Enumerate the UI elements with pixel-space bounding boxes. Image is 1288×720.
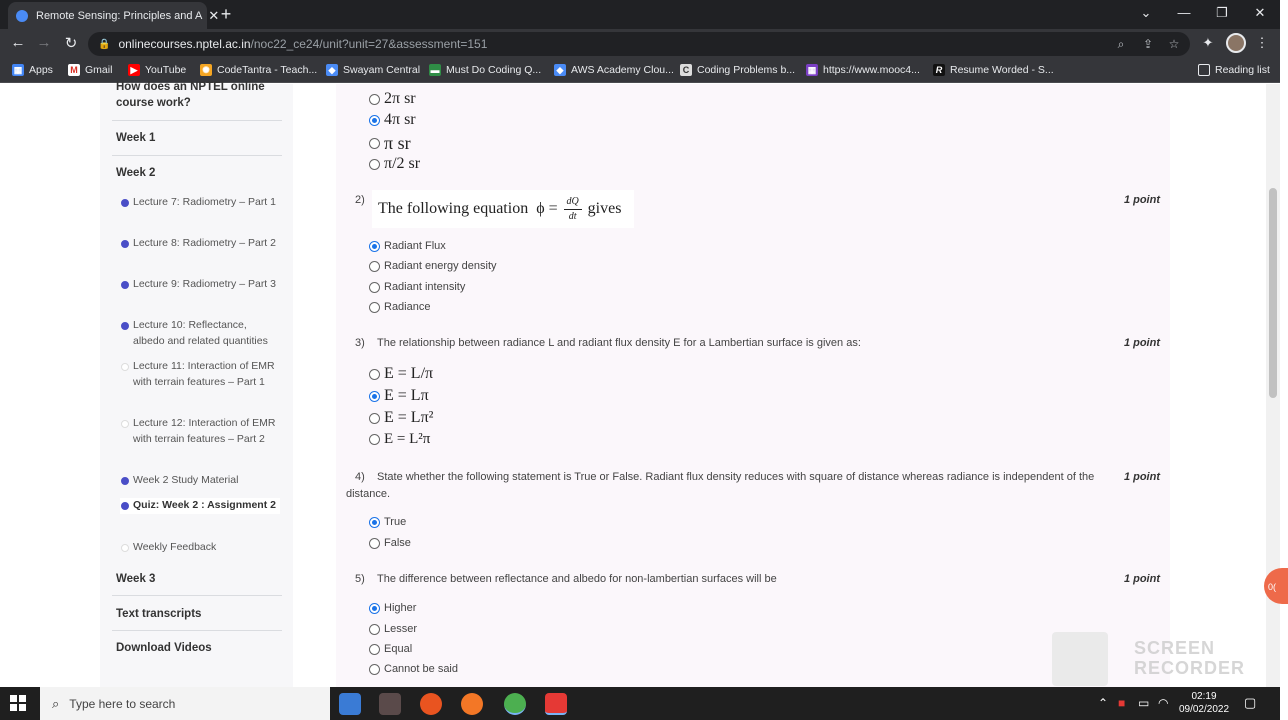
course-sidebar <box>100 81 293 687</box>
swayam-icon: ◆ <box>326 64 338 76</box>
q4-option-2[interactable]: False <box>369 537 411 549</box>
tab-title: Remote Sensing: Principles and A <box>36 9 203 22</box>
q3-points: 1 point <box>1123 337 1160 349</box>
radio-button[interactable] <box>369 94 380 105</box>
q2-fraction <box>564 196 582 223</box>
sidebar-weekly-feedback[interactable]: Weekly Feedback <box>120 540 280 556</box>
radio-button[interactable] <box>369 302 380 313</box>
lock-icon: 🔒 <box>98 38 111 50</box>
radio-button[interactable] <box>369 538 380 549</box>
sidebar-lecture-10[interactable]: Lecture 10: Reflectance, albedo and related quantities <box>120 318 280 349</box>
radio-button[interactable] <box>369 413 380 424</box>
q5-points: 1 point <box>1123 573 1160 585</box>
browser-tab[interactable] <box>8 2 220 29</box>
close-window-icon[interactable]: ✕ <box>1254 5 1266 20</box>
taskbar-search-input[interactable] <box>40 687 330 720</box>
q1-option-4[interactable]: π/2 sr <box>369 155 420 173</box>
bookmark-apps[interactable]: ▦ Apps <box>13 64 53 76</box>
radio-button[interactable] <box>369 282 380 293</box>
tab-search-icon[interactable]: ⌄ <box>1140 5 1152 20</box>
q4-text: State whether the following statement is True or False. Radiant flux density reduces with square of distance whereas radiance is independent of the distance. <box>346 471 1095 500</box>
q5-text: The difference between reflectance and albedo for non-lambertian surfaces will be <box>377 573 777 585</box>
bookmark-resume-worded[interactable]: R Resume Worded - S... <box>933 64 1054 76</box>
page <box>0 81 1280 687</box>
screen-recorder-watermark-icon <box>1052 632 1108 686</box>
q4-number: 4) <box>355 471 365 483</box>
radio-button[interactable] <box>369 644 380 655</box>
scrollbar-thumb[interactable] <box>1269 188 1277 398</box>
completed-dot-icon <box>121 502 129 510</box>
q3-number: 3) <box>355 337 365 349</box>
q4-option-1[interactable]: True <box>369 516 406 528</box>
chrome-menu-icon[interactable]: ⋮ <box>1255 35 1269 50</box>
incomplete-dot-icon <box>121 420 129 428</box>
q2-phi: ϕ = <box>536 200 558 217</box>
sidebar-item-download-videos[interactable]: Download Videos <box>116 642 212 654</box>
radio-button-selected[interactable] <box>369 517 380 528</box>
radio-button[interactable] <box>369 138 380 149</box>
clock-date: 09/02/2022 <box>1178 704 1230 715</box>
sidebar-lecture-9[interactable]: Lecture 9: Radiometry – Part 3 <box>120 277 280 293</box>
windows-start-icon[interactable] <box>10 695 26 711</box>
completed-dot-icon <box>121 281 129 289</box>
radio-button-selected[interactable] <box>369 603 380 614</box>
q4-points: 1 point <box>1123 471 1160 483</box>
completed-dot-icon <box>121 240 129 248</box>
youtube-icon: ▶ <box>128 64 140 76</box>
battery-icon[interactable]: ▭ <box>1138 696 1150 710</box>
bookmark-coding-problems[interactable]: C Coding Problems b... <box>680 64 795 76</box>
q2-option-3[interactable]: Radiant intensity <box>369 281 465 293</box>
bookmark-aws-academy[interactable]: ◆ AWS Academy Clou... <box>554 64 674 76</box>
taskbar-recorder-icon[interactable] <box>545 693 567 715</box>
sidebar-lecture-11[interactable]: Lecture 11: Interaction of EMR with terrain features – Part 1 <box>120 359 280 390</box>
bookmark-star-icon[interactable]: ☆ <box>1168 37 1180 51</box>
radio-button[interactable] <box>369 624 380 635</box>
tray-recorder-icon[interactable]: ■ <box>1118 696 1126 710</box>
bookmark-must-do-coding[interactable]: ▬ Must Do Coding Q... <box>430 64 542 76</box>
q3-option-1[interactable]: E = L/π <box>369 365 433 383</box>
new-tab-button[interactable]: + <box>220 4 232 24</box>
url-domain: onlinecourses.nptel.ac.in <box>118 37 251 51</box>
radio-button-selected[interactable] <box>369 115 380 126</box>
floating-help-button[interactable]: 0( <box>1264 568 1288 604</box>
codetantra-icon: ✺ <box>200 64 212 76</box>
fraction-bar <box>564 209 582 210</box>
radio-button[interactable] <box>369 369 380 380</box>
taskbar-search-placeholder: Type here to search <box>69 696 176 711</box>
q2-equation-prefix: The following equation <box>378 200 529 217</box>
sidebar-lecture-8[interactable]: Lecture 8: Radiometry – Part 2 <box>120 236 280 252</box>
forward-arrow-icon[interactable]: → <box>36 34 52 51</box>
reading-list-icon <box>1198 64 1210 76</box>
gfg-icon: ▬ <box>430 65 440 75</box>
completed-dot-icon <box>121 199 129 207</box>
bookmark-swayam[interactable]: ◆ Swayam Central <box>326 64 420 76</box>
q5-number: 5) <box>355 573 365 585</box>
radio-button[interactable] <box>369 159 380 170</box>
screen-recorder-watermark: SCREEN RECORDER <box>1134 638 1246 678</box>
sidebar-item-week-2[interactable]: Week 2 <box>116 167 156 179</box>
browser-toolbar <box>0 29 1280 59</box>
notification-icon[interactable]: ▢ <box>1244 695 1257 710</box>
completed-dot-icon <box>121 477 129 485</box>
reading-list-button[interactable]: Reading list <box>1198 64 1270 76</box>
radio-button-selected[interactable] <box>369 241 380 252</box>
taskbar-clock[interactable] <box>1176 690 1232 716</box>
reload-icon[interactable]: ↻ <box>64 35 78 52</box>
radio-button[interactable] <box>369 434 380 445</box>
q2-points: 1 point <box>1123 194 1160 206</box>
q2-fraction-top: dQ <box>566 195 579 207</box>
q1-option-2[interactable]: 4π sr <box>369 111 416 129</box>
maximize-icon[interactable]: ❐ <box>1216 5 1228 20</box>
taskbar-chrome-icon[interactable] <box>504 693 526 715</box>
site-favicon-icon <box>16 10 28 22</box>
sidebar-item-week-3[interactable]: Week 3 <box>116 573 156 585</box>
apps-grid-icon: ▦ <box>13 65 23 75</box>
incomplete-dot-icon <box>121 363 129 371</box>
gmail-icon: M <box>68 64 80 76</box>
share-icon[interactable]: ⇪ <box>1142 37 1154 51</box>
browser-tab-bar <box>0 0 1280 29</box>
completed-dot-icon <box>121 322 129 330</box>
q3-option-3[interactable]: E = Lπ² <box>369 409 433 427</box>
taskbar-app-icon[interactable] <box>339 693 361 715</box>
q1-option-3[interactable]: π sr <box>369 133 411 154</box>
bookmark-youtube[interactable]: ▶ YouTube <box>128 64 186 76</box>
q2-equation-suffix: gives <box>587 200 622 217</box>
sidebar-lecture-7[interactable]: Lecture 7: Radiometry – Part 1 <box>120 195 280 211</box>
wifi-icon[interactable]: ◠ <box>1158 696 1169 710</box>
taskbar-spider-app-icon[interactable] <box>379 693 401 715</box>
address-bar[interactable] <box>88 32 1190 56</box>
q2-number: 2) <box>355 194 365 206</box>
sidebar-quiz-week-2[interactable]: Quiz: Week 2 : Assignment 2 <box>120 498 280 514</box>
profile-avatar[interactable] <box>1226 33 1246 53</box>
divider <box>112 595 282 596</box>
q2-option-1[interactable]: Radiant Flux <box>369 240 446 252</box>
divider <box>112 630 282 631</box>
radio-button[interactable] <box>369 664 380 675</box>
sidebar-item-how-it-works[interactable]: How does an NPTEL online course work? <box>116 81 265 109</box>
quiz-content <box>336 84 1170 687</box>
sidebar-item-text-transcripts[interactable]: Text transcripts <box>116 608 202 620</box>
resume-worded-icon: R <box>933 64 945 76</box>
extensions-puzzle-icon[interactable]: ✦ <box>1202 35 1214 50</box>
tray-chevron-icon[interactable]: ⌃ <box>1098 696 1109 710</box>
q2-fraction-bottom: dt <box>568 210 577 222</box>
url-path: /noc22_ce24/unit?unit=27&assessment=151 <box>250 37 488 51</box>
q3-option-4[interactable]: E = L²π <box>369 431 430 448</box>
bookmark-mooc4[interactable]: ▦ https://www.mooc4... <box>807 64 920 76</box>
q1-option-1[interactable]: 2π sr <box>369 90 416 108</box>
sidebar-study-material[interactable]: Week 2 Study Material <box>120 473 280 489</box>
bookmark-gmail[interactable]: M Gmail <box>68 64 112 76</box>
zoom-icon[interactable]: ⌕ <box>1117 37 1125 51</box>
windows-taskbar <box>0 687 1280 720</box>
sidebar-lecture-12[interactable]: Lecture 12: Interaction of EMR with terrain features – Part 2 <box>120 416 280 447</box>
q2-option-4[interactable]: Radiance <box>369 301 430 313</box>
close-tab-icon[interactable]: ✕ <box>208 7 220 23</box>
q2-option-2[interactable]: Radiant energy density <box>369 260 497 272</box>
taskbar-jupyter-icon[interactable] <box>461 693 483 715</box>
clock-time: 02:19 <box>1191 691 1217 702</box>
back-arrow-icon[interactable]: ← <box>10 34 26 51</box>
q5-option-4[interactable]: Cannot be said <box>369 663 458 675</box>
radio-button-selected[interactable] <box>369 391 380 402</box>
cc-icon: C <box>680 64 692 76</box>
q5-option-2[interactable]: Lesser <box>369 623 417 635</box>
mooc-icon: ▦ <box>807 65 817 75</box>
q5-option-3[interactable]: Equal <box>369 643 412 655</box>
search-icon: ⌕ <box>52 695 60 711</box>
q5-option-1[interactable]: Higher <box>369 602 416 614</box>
incomplete-dot-icon <box>121 544 129 552</box>
divider <box>112 155 282 156</box>
divider <box>112 120 282 121</box>
radio-button[interactable] <box>369 261 380 272</box>
q3-text: The relationship between radiance L and radiant flux density E for a Lambertian surface is given as: <box>377 337 861 349</box>
q2-equation-image <box>372 190 634 228</box>
aws-icon: ◆ <box>554 64 566 76</box>
sidebar-item-week-1[interactable]: Week 1 <box>116 132 156 144</box>
minimize-icon[interactable]: — <box>1177 5 1191 20</box>
taskbar-ubuntu-icon[interactable] <box>420 693 442 715</box>
q3-option-2[interactable]: E = Lπ <box>369 387 429 405</box>
bookmark-codetantra[interactable]: ✺ CodeTantra - Teach... <box>200 64 317 76</box>
